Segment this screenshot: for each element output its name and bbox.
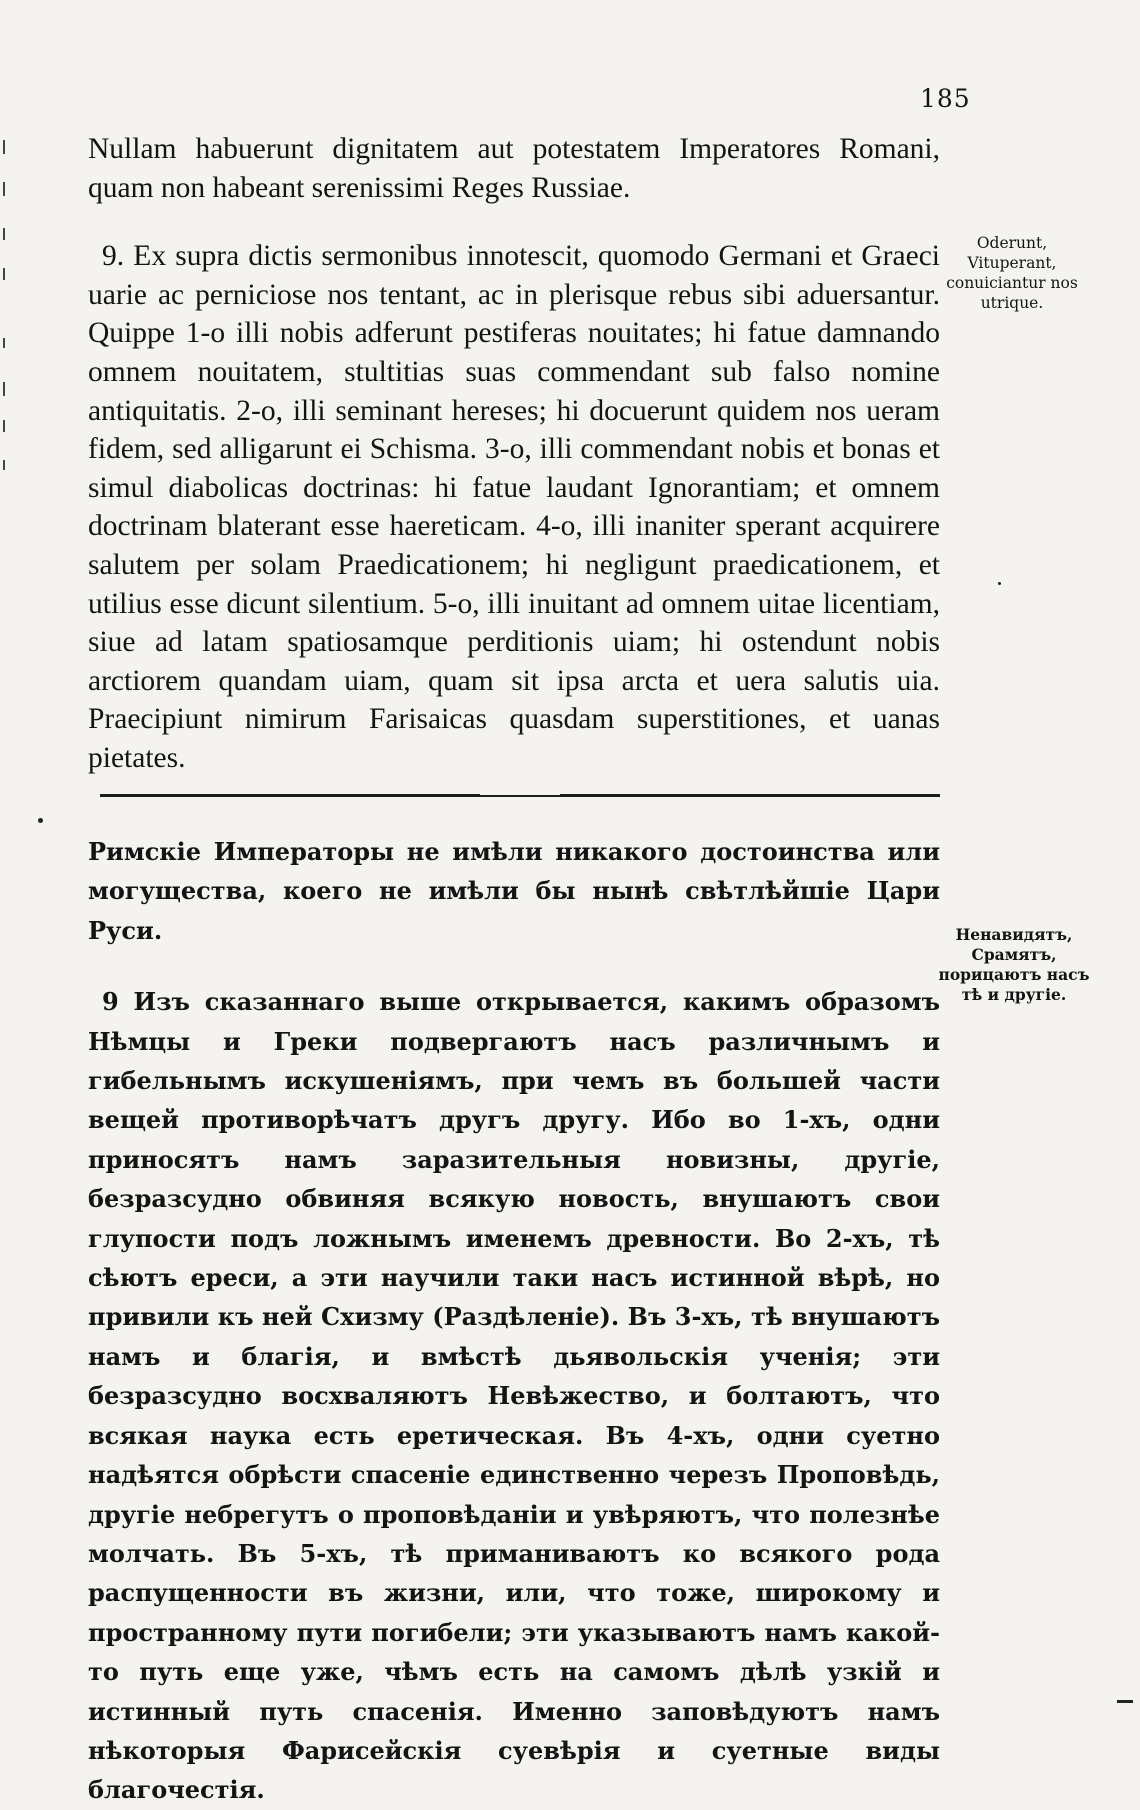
russian-text (88, 832, 940, 1810)
russian-paragraph-1: Римскіе Императоры не имѣли никакого достоинства или могущества, коего не имѣли бы нынѣ свѣтлѣйшіе Цари Руси. (88, 837, 940, 945)
divider-rule-right (560, 794, 940, 797)
left-edge-bleed (0, 140, 8, 510)
latin-marginal-note (932, 233, 1092, 313)
latin-paragraph-2: 9. Ex supra dictis sermonibus innotescit, quomodo Germani et Graeci uarie ac perniciose nos tentant, ac in plerisque rebus sibi aduersantur. Quippe 1-o illi nobis adferunt pestiferas nouitates; hi fatue damnando omnem nouitatem, stultitias suas commendant sub falso nomine antiquitatis. 2-o, illi seminant hereses; hi docuerunt quidem nos ueram fidem, sed alligarunt ei Schisma. 3-o, illi commendant nobis et bonas et simul diabolicas doctrinas: hi fatue laudant Ignorantiam; et omnem doctrinam blaterant esse haereticam. 4-o, illi inaniter sperant acquirere salutem per solam Praedicationem; hi negligunt praedicationem, et utilius esse dicunt silentium. 5-o, illi inuitant ad omnem uitae licentiam, siue ad latam spatiosamque perditionis uiam; hi ostendunt nobis arctiorem quandam uiam, quam sit ipsa arcta et uera salutis uia. Praecipiunt nimirum Farisaicas quasdam superstitiones, et uanas pietates. (88, 240, 940, 774)
edge-mark (1117, 1700, 1133, 1703)
margin-dot (38, 818, 43, 823)
latin-text (88, 130, 940, 778)
page-number: 185 (920, 84, 971, 113)
latin-marginal-note-text: Oderunt, Vituperant, conuiciantur nos utrique. (946, 234, 1078, 312)
divider-rule-left (100, 794, 480, 797)
margin-speck (998, 582, 1001, 585)
russian-marginal-note-text: Ненавидятъ, Срамятъ, порицаютъ насъ тѣ и другіе. (938, 925, 1090, 1004)
latin-paragraph-1: Nullam habuerunt dignitatem aut potestatem Imperatores Romani, quam non habeant serenissimi Reges Russiae. (88, 133, 940, 204)
russian-paragraph-2: 9 Изъ сказаннаго выше открывается, какимъ образомъ Нѣмцы и Греки подвергаютъ насъ различнымъ и гибельнымъ искушеніямъ, при чемъ въ большей части вещей противорѣчатъ другъ другу. Ибо во 1-хъ, одни приносятъ намъ заразительныя новизны, другіе, безразсудно обвиняя всякую новость, внушаютъ свои глупости подъ ложнымъ именемъ древности. Во 2-хъ, тѣ сѣютъ ереси, а эти научили таки насъ истинной вѣрѣ, но привили къ ней Схизму (Раздѣленіе). Въ 3-хъ, тѣ внушаютъ намъ и благія, и вмѣстѣ дьявольскія ученія; эти безразсудно восхваляютъ Невѣжество, и болтаютъ, что всякая наука есть еретическая. Въ 4-хъ, одни суетно надѣятся обрѣсти спасеніе единственно черезъ Проповѣдь, другіе небрегутъ о проповѣданіи и увѣряютъ, что полезнѣе молчать. Въ 5-хъ, тѣ приманиваютъ ко всякого рода распущенности въ жизни, или, что тоже, широкому и пространному пути погибели; эти указываютъ намъ какой-то путь еще уже, чѣмъ есть на самомъ дѣлѣ узкій и истинный путь спасенія. Именно заповѣдуютъ намъ нѣкоторыя Фарисейскія суевѣрія и суетные виды благочестія. (88, 987, 940, 1805)
russian-marginal-note (934, 925, 1094, 1005)
divider-rule-middle (480, 795, 560, 797)
